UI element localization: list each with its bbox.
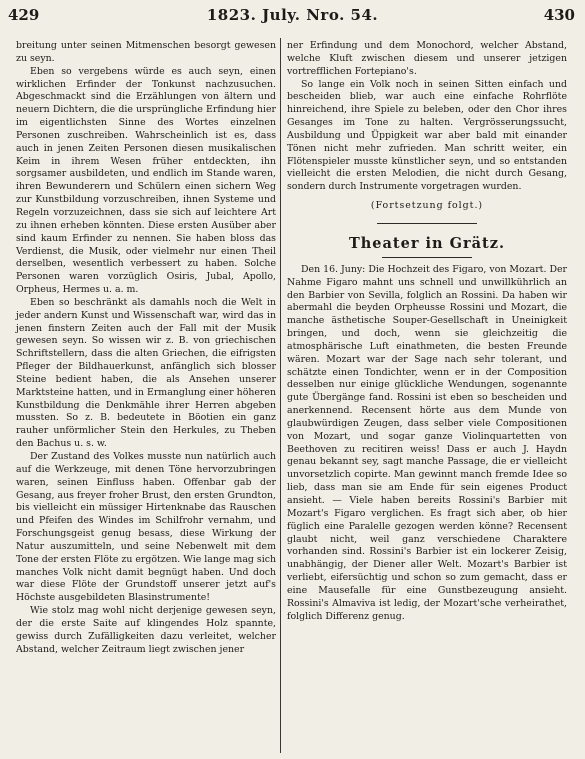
section-title: Theater in Grätz. bbox=[348, 234, 506, 252]
title-underline bbox=[382, 257, 472, 258]
right-column bbox=[287, 40, 567, 623]
column-divider bbox=[280, 38, 281, 753]
paragraph: Der Zustand des Volkes musste nun natürlich auch auf die Werkzeuge, mit denen Töne hervorzubringen waren, seinen Einfluss haben. Offenbar gab der Gesang, aus freyer froher Brust, den ersten Grundton, bis vielleicht ein müssiger Hirtenknabe das Rauschen und Pfeifen des Windes im Schilfrohr vernahm, und Forschungsgeist genug besass, diese Wirkung der Natur auszumitteln, und seine Nebenwelt mit dem Tone der ersten Flöte zu ergötzen. Wie lange mag sich manches Volk nicht damit begnügt haben. Und doch war diese Flöte der Grundstoff unserer jetzt auf's Höchste ausgebildeten Blasinstrumente! bbox=[16, 451, 276, 604]
page-header bbox=[0, 0, 585, 40]
paragraph: Wie stolz mag wohl nicht derjenige gewesen seyn, der die erste Saite auf klingendes Holz spannte, gewiss durch Zufälligkeiten dazu verleitet, welcher Abstand, welcher Zeitraum liegt zwischen jener bbox=[16, 605, 276, 655]
section-divider bbox=[377, 223, 477, 224]
paragraph: ner Erfindung und dem Monochord, welcher Abstand, welche Kluft zwischen diesem und unserer jetzigen vortrefflichen Fortepiano's. bbox=[287, 40, 567, 77]
left-column bbox=[16, 40, 276, 657]
continuation-note: (Fortsetzung folgt.) bbox=[370, 200, 484, 212]
paragraph: Eben so beschränkt als damahls noch die Welt in jeder andern Kunst und Wissenschaft war, wird das in jenen finstern Zeiten auch der Fall mit der Musik gewesen seyn. So wissen wir z. B. von griechischen Schriftstellern, dass die alten Griechen, die eifrigsten Pfleger der Bildhauerkunst, anfänglich sich blosser Steine bedient haben, die als Ansehen unserer Marktsteine hatten, und in Ermanglung einer höheren Kunstbildung die Denkmähle ihrer Herren abgeben mussten. So z. B. bedeutete in Böotien ein ganz rauher unförmlicher Stein den Herkules, zu Theben den Bachus u. s. w. bbox=[16, 296, 276, 450]
page-number-right: 430 bbox=[543, 6, 575, 24]
paragraph: Eben so vergebens würde es auch seyn, einen wirklichen Erfinder der Tonkunst nachzusuchen. Abgeschmackt sind die Erzählungen von ältern und neuern Dichtern, die die ursprüngliche Erfindung hier im eigentlichsten Sinne des Wortes einzelnen Personen zuschreiben. Wahrscheinlich ist es, dass auch in jenen Zeiten Personen diesen musikalischen Keim in ihrem Wesen früher entdeckten, ihn sorgsamer ausbildeten, und endlich im Stande waren, ihren Bewunderern und Schülern einen sichern Weg zur Kunstbildung vorzuschreiben, ihnen Systeme und Regeln vorzuzeichnen, dass sie sich auf leichtere Art zu ihnen erheben könnten. Diese ersten Ausüber aber sind kaum Erfinder zu nennen. Sie haben bloss das Verdienst, die Musik, oder vielmehr nur einen Theil derselben, wesentlich verbessert zu haben. Solche Personen waren vorzüglich Osiris, Jubal, Apollo, Orpheus, Hermes u. a. m. bbox=[16, 65, 276, 296]
page-number-left: 429 bbox=[8, 6, 40, 24]
paragraph: breitung unter seinen Mitmenschen besorgt gewesen zu seyn. bbox=[16, 40, 276, 64]
running-title: 1823. July. Nro. 54. bbox=[206, 6, 379, 24]
paragraph: Den 16. Juny: Die Hochzeit des Figaro, von Mozart. Der Nahme Figaro mahnt uns schnell und unwillkührlich an den Barbier von Sevilla, folglich an Rossini. Da haben wir abermahl die beyden Orpheusse Rossini und Mozart, die manche ästhetische Souper-Gesellschaft in Uneinigkeit bringen, und doch, wenn sie gleichzeitig die atmosphärische Luft einathmeten, die besten Freunde wären. Mozart war der Sage nach sehr tolerant, und schätzte einen Tondichter, wenn er in der Composition desselben nur einige glückliche Wendungen, sogenannte gute Übergänge fand. Rossini ist eben so bescheiden und anerkennend. Recensent hörte aus dem Munde von glaubwürdigen Zeugen, dass selber viele Compositionen von Mozart, und sogar ganze Violinquartetten von Beethoven zu recitiren weiss! Dass er auch J. Haydn genau bekannt sey, sagt manche Passage, die er vielleicht unvorsetzlich copirte. Man gewinnt manch fremde Idee so lieb, dass man sie am Ende für sein eigenes Product ansieht. — Viele haben bereits Rossini's Barbier mit Mozart's Figaro verglichen. Es fragt sich aber, ob hier füglich eine Paralelle gezogen werden könne? Recensent glaubt nicht, weil ganz verschiedene Charaktere vorhanden sind. Rossini's Barbier ist ein lockerer Zeisig, unabhängig, der Diener aller Welt. Mozart's Barbier ist verliebt, eifersüchtig und schon so zum gemacht, dass er eine Mausefalle für eine Gunstbezeugung ansieht. Rossini's Almaviva ist ledig, der Mozart'sche verheirathet, folglich Differenz genug. bbox=[287, 263, 567, 622]
paragraph: So lange ein Volk noch in seinen Sitten einfach und bescheiden blieb, war auch eine einfache Rohrflöte hinreichend, ihre Spiele zu beleben, oder den Chor ihres Gesanges im Tone zu halten. Vergrösserungssucht, Ausbildung und Üppigkeit war aber bald mit einander Tönen nicht mehr zufrieden. Man schritt weiter, ein Flötenspieler musste künstlicher seyn, und so entstanden vielleicht die ersten Melodien, die nicht durch Gesang, sondern durch Instrumente vorgetragen wurden. bbox=[287, 78, 567, 193]
